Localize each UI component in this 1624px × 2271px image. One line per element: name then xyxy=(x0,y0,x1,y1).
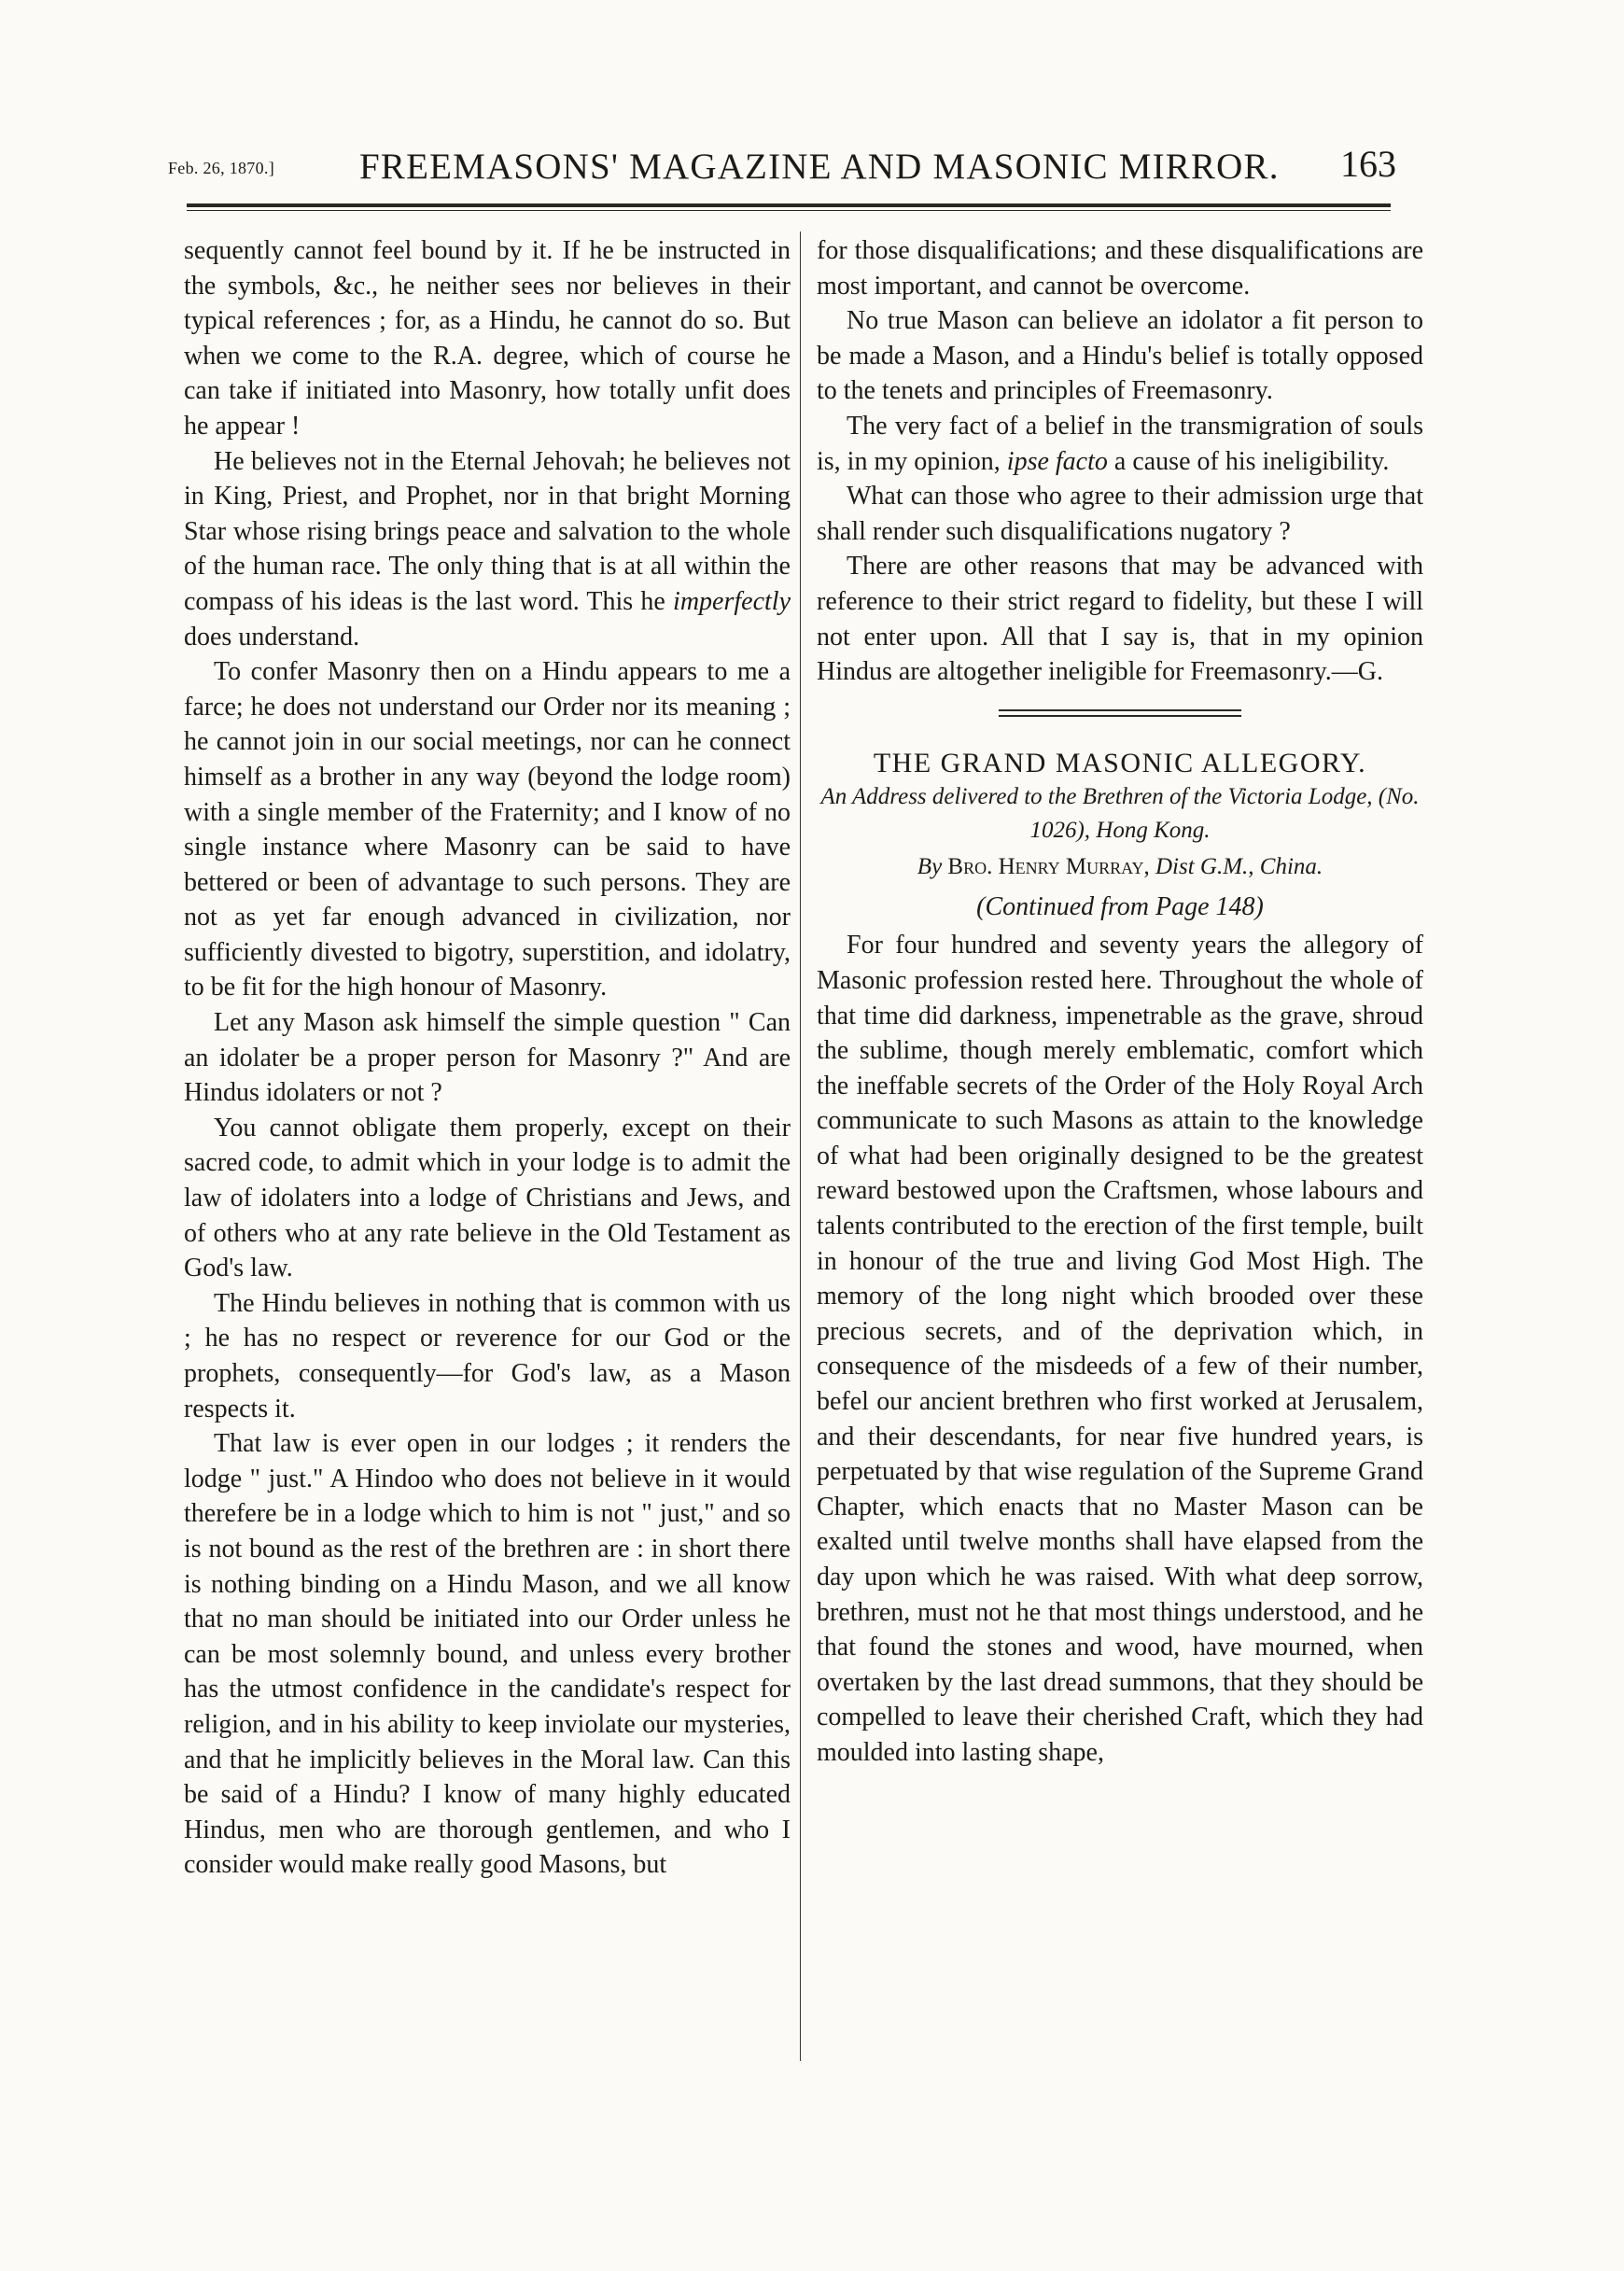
left-column xyxy=(184,233,791,1883)
article-subtitle: An Address delivered to the Brethren of the Victoria Lodge, (No. 1026), Hong Kong. xyxy=(820,784,1420,844)
paragraph: He believes not in the Eternal Jehovah; he believes not in King, Priest, and Prophet, nor in that bright Morning Star whose rising brings peace and salvation to the whole of the human race. The only thing that is at all within the compass of his ideas is the last word. This he imperfectly does understand. xyxy=(184,446,791,652)
article-body: For four hundred and seventy years the allegory of Masonic profession rested here. Throughout the whole of that time did darkness, impenetrable as the grave, shroud the sublime, though merely emblematic, comfort which the ineffable secrets of the Order of the Holy Royal Arch communicate to such Masons as attain to the knowledge of what had been originally designed to be the greatest reward bestowed upon the Craftsmen, whose labours and talents contributed to the erection of the first temple, built in honour of the true and living God Most High. The memory of the long night which brooded over these precious secrets, and of the deprivation which, in consequence of the misdeeds of a few of their number, befel our ancient brethren who first worked at Jerusalem, and their descendants, for near five hundred years, is perpetuated by that wise regulation of the Supreme Grand Chapter, which enacts that no Master Mason can be exalted until twelve months shall have elapsed from the day upon which he was raised. With what deep sorrow, brethren, must not he that most things understood, and he that found the stones and wood, have mourned, when overtaken by the last dread summons, that they should be compelled to leave their cherished Craft, which they had moulded into lasting shape, xyxy=(817,931,1423,1767)
paragraph: What can those who agree to their admission urge that shall render such disqualifications nugatory ? xyxy=(817,482,1423,546)
page-number: 163 xyxy=(1340,143,1396,185)
column-divider xyxy=(800,231,801,2061)
paragraph: Let any Mason ask himself the simple question " Can an idolater be a proper person for Masonry ?" And are Hindus idolaters or not ? xyxy=(184,1008,791,1108)
paragraph: No true Mason can believe an idolator a fit person to be made a Mason, and a Hindu's belief is totally opposed to the tenets and principles of Freemasonry. xyxy=(817,306,1423,406)
article-byline: By Bro. Henry Murray, Dist G.M., China. xyxy=(917,854,1323,880)
page-header xyxy=(168,142,1419,198)
paragraph: To confer Masonry then on a Hindu appears to me a farce; he does not understand our Order nor its meaning ; he cannot join in our social meetings, nor can he connect himself as a brother in any way (beyond the lodge room) with a single member of the Fraternity; and I know of no single instance where Masonry can be said to have bettered or been of advantage to such persons. They are not as yet far enough advanced in civilization, nor sufficiently divested to bigotry, superstition, and idolatry, to be fit for the high honour of Masonry. xyxy=(184,657,791,1002)
paragraph: sequently cannot feel bound by it. If he be instructed in the symbols, &c., he neither sees nor believes in their typical references ; for, as a Hindu, he cannot do so. But when we come to the R.A. degree, which of course he can take if initiated into Masonry, how totally unfit does he appear ! xyxy=(184,236,791,441)
header-rule-thick xyxy=(187,203,1391,207)
magazine-title: FREEMASONS' MAGAZINE AND MASONIC MIRROR. xyxy=(359,147,1280,187)
continued-note: (Continued from Page 148) xyxy=(976,892,1264,922)
section-separator xyxy=(999,707,1241,722)
paragraph: The Hindu believes in nothing that is common with us ; he has no respect or reverence for our God or the prophets, consequently—for God's law, as a Mason respects it. xyxy=(184,1288,791,1423)
paragraph: There are other reasons that may be advanced with reference to their strict regard to fidelity, but these I will not enter upon. All that I say is, that in my opinion Hindus are altogether ineligible for Freemasonry.—G. xyxy=(817,552,1423,687)
paragraph: That law is ever open in our lodges ; it renders the lodge " just." A Hindoo who does not believe in it would therefere be in a lodge which to him is not " just," and so is not bound as the rest of the brethren are : in short there is nothing binding on a Hindu Mason, and we all know that no man should be initiated into our Order unless he can be most solemnly bound, and unless every brother has the utmost confidence in the candidate's respect for religion, and in his ability to keep inviolate our mysteries, and that he implicitly believes in the Moral law. Can this be said of a Hindu? I know of many highly educated Hindus, men who are thorough gentlemen, and who I consider would make really good Masons, but xyxy=(184,1429,791,1880)
paragraph: for those disqualifications; and these disqualifications are most important, and cannot be overcome. xyxy=(817,236,1423,301)
paragraph: You cannot obligate them properly, except on their sacred code, to admit which in your lodge is to admit the law of idolaters into a lodge of Christians and Jews, and of others who at any rate believe in the Old Testament as God's law. xyxy=(184,1113,791,1283)
header-rule-thin xyxy=(187,210,1391,211)
issue-date: Feb. 26, 1870.] xyxy=(168,159,274,177)
right-column xyxy=(817,233,1423,1771)
article-title: THE GRAND MASONIC ALLEGORY. xyxy=(873,747,1367,778)
paragraph: The very fact of a belief in the transmigration of souls is, in my opinion, ipse facto a cause of his ineligibility. xyxy=(817,411,1423,476)
